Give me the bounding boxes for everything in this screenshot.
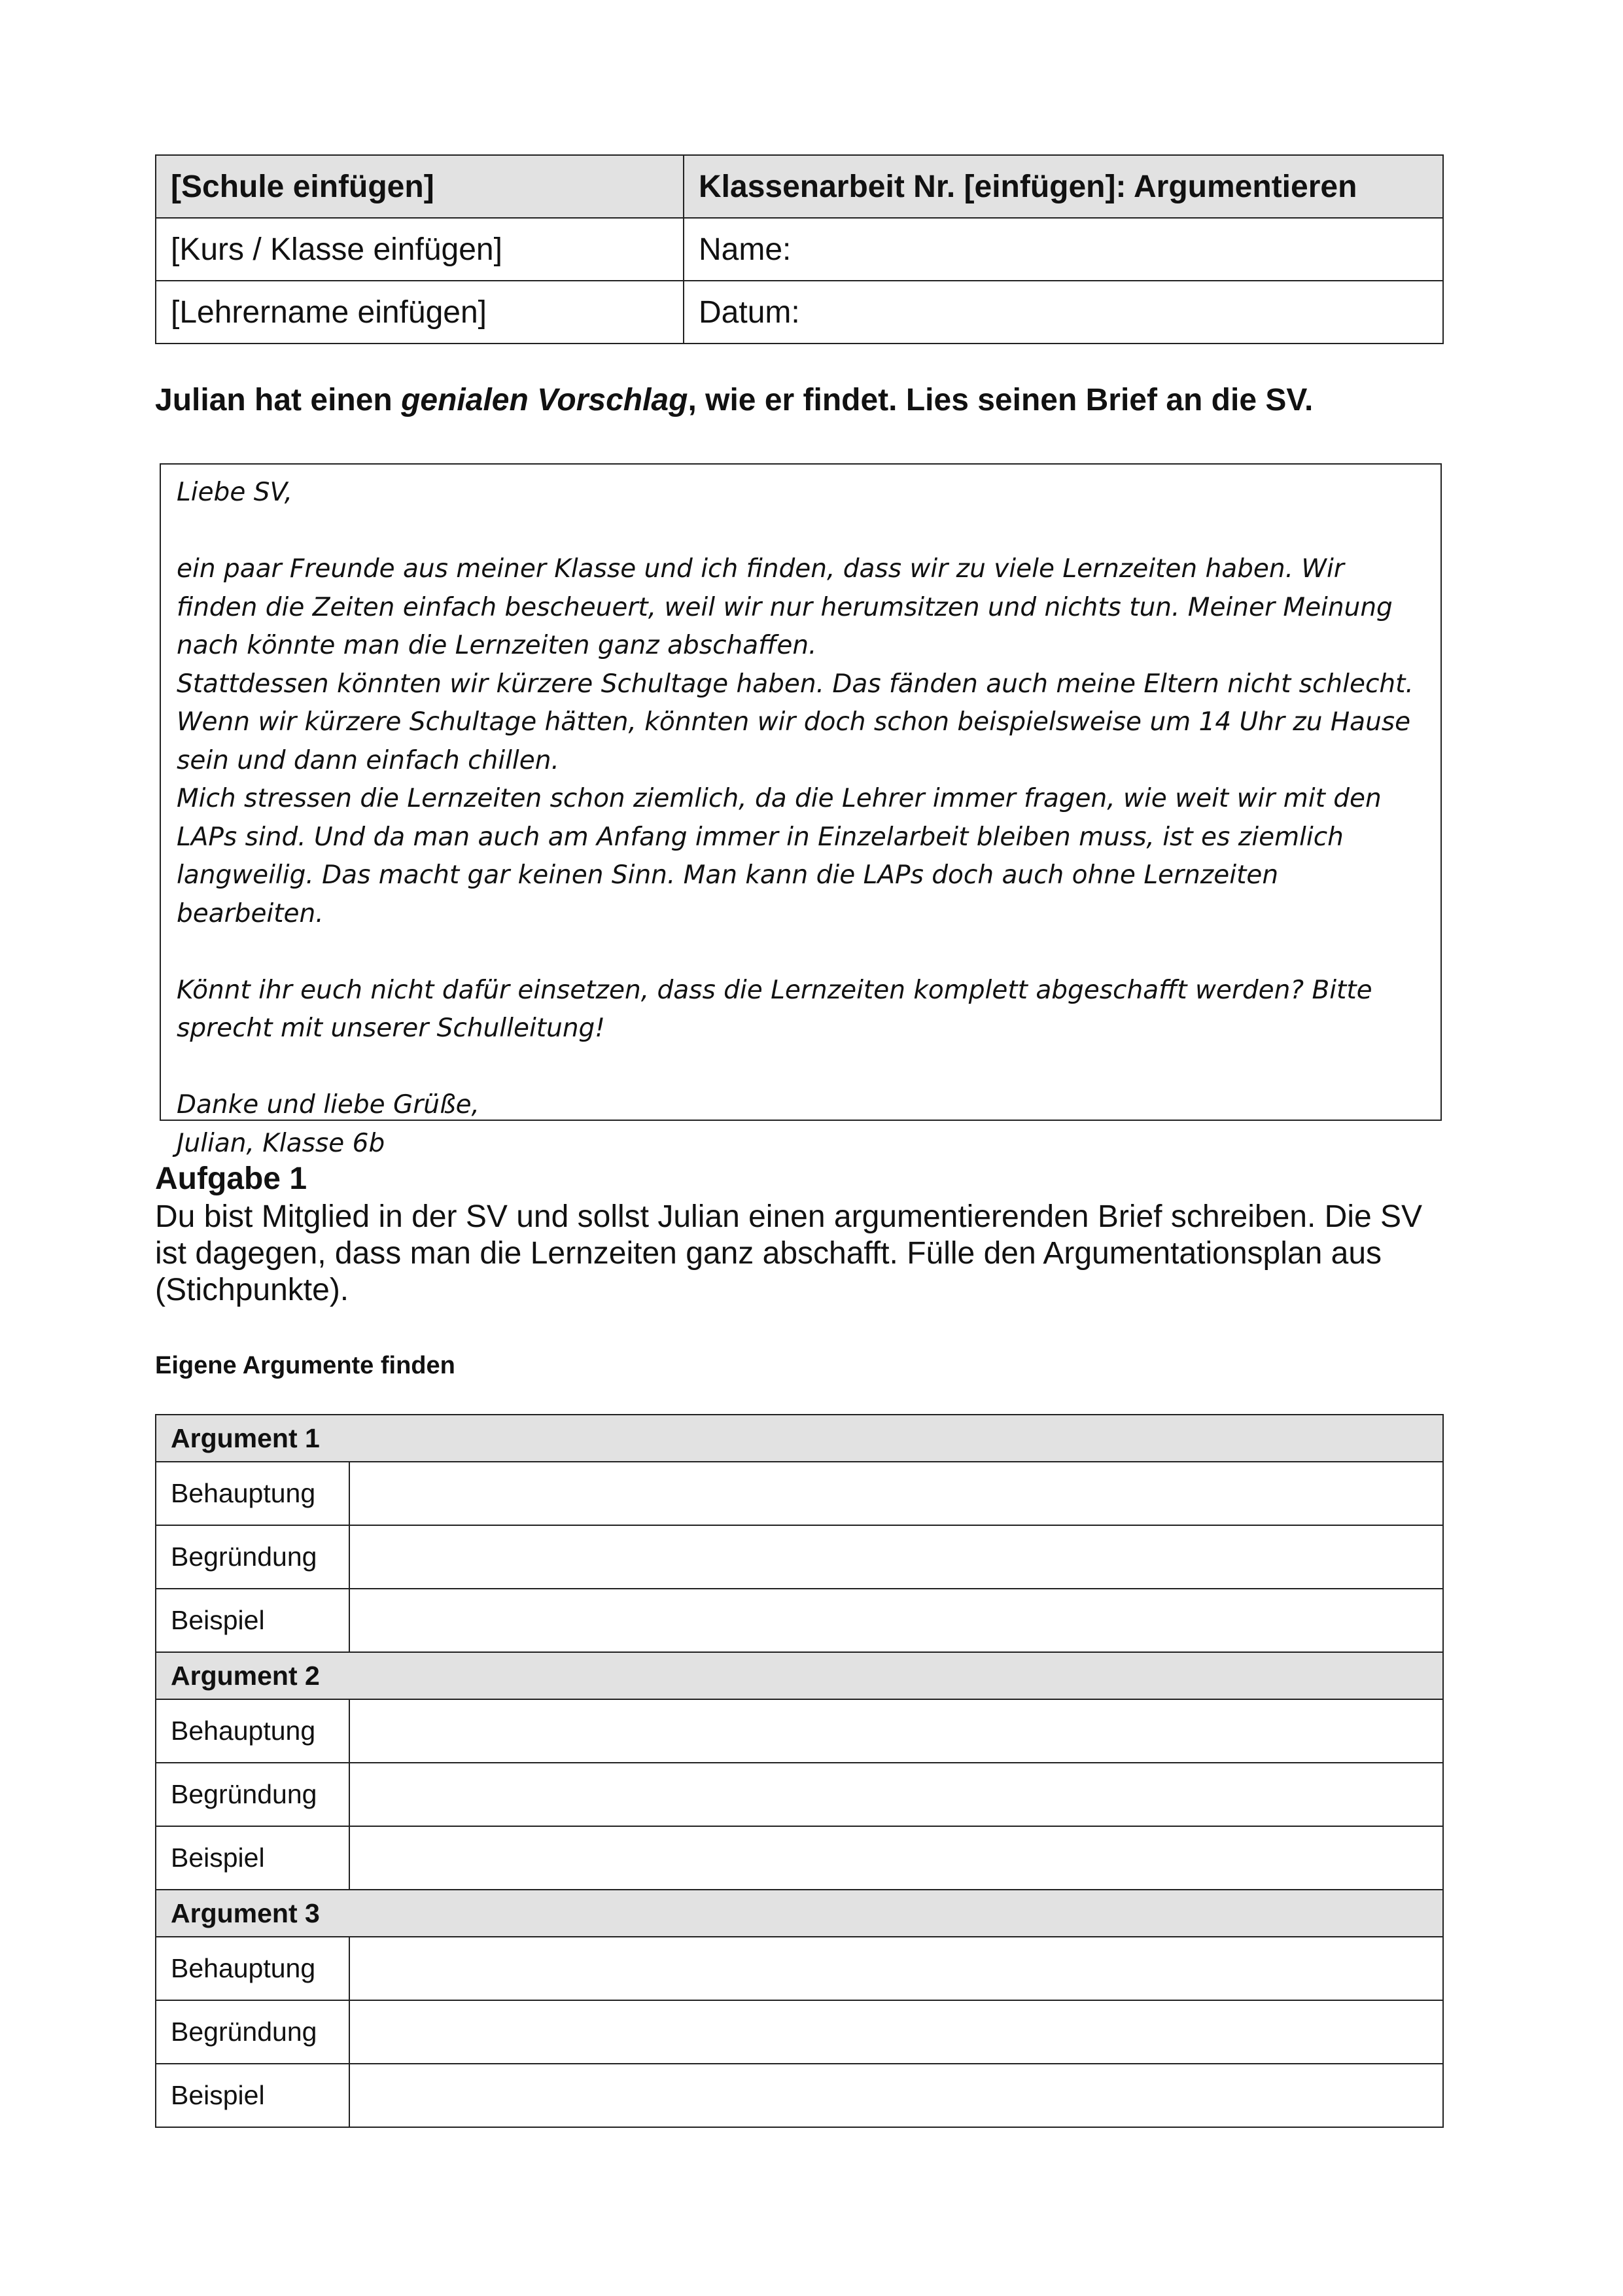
exam-title-cell: Klassenarbeit Nr. [einfügen]: Argumentieren: [684, 155, 1443, 218]
row-label: Begründung: [156, 1525, 349, 1589]
answer-field-begruendung-3[interactable]: [349, 2000, 1443, 2064]
row-label: Behauptung: [156, 1937, 349, 2000]
argument-1-title: Argument 1: [156, 1415, 1443, 1462]
letter-spacer: [177, 1048, 1425, 1087]
argument-3-title: Argument 3: [156, 1890, 1443, 1937]
answer-field-behauptung-3[interactable]: [349, 1937, 1443, 2000]
teacher-cell: [Lehrername einfügen]: [156, 281, 684, 344]
intro-part2: , wie er findet. Lies seinen Brief an die SV.: [688, 383, 1314, 417]
header-table: [155, 154, 1444, 344]
name-cell: Name:: [684, 218, 1443, 281]
row-label: Beispiel: [156, 1826, 349, 1890]
answer-field-behauptung-1[interactable]: [349, 1462, 1443, 1525]
argument-2-title: Argument 2: [156, 1652, 1443, 1699]
letter-paragraph-2: Stattdessen könnten wir kürzere Schultage haben. Das fänden auch meine Eltern nicht schlecht. Wenn wir kürzere Schultage hätten, könnten wir doch schon beispielsweise um 14 Uhr zu Hause sein und dann einfach chillen.: [177, 669, 1414, 775]
school-cell: [Schule einfügen]: [156, 155, 684, 218]
row-label: Behauptung: [156, 1699, 349, 1763]
letter-paragraph-1: ein paar Freunde aus meiner Klasse und ich finden, dass wir zu viele Lernzeiten haben. Wir finden die Zeiten einfach bescheuert, weil wir nur herumsitzen und nichts tun. Meiner Meinung nach könnte man die Lernzeiten ganz abschaffen.: [177, 554, 1393, 660]
answer-field-beispiel-3[interactable]: [349, 2064, 1443, 2127]
letter-paragraph-3: Mich stressen die Lernzeiten schon ziemlich, da die Lehrer immer fragen, wie weit wir mit den LAPs sind. Und da man auch am Anfang immer in Einzelarbeit bleiben muss, ist es ziemlich langweilig. Das macht gar keinen Sinn. Man kann die LAPs doch auch ohne Lernzeiten bearbeiten.: [177, 784, 1382, 928]
intro-emphasis: genialen Vorschlag: [401, 383, 688, 417]
row-label: Beispiel: [156, 1589, 349, 1652]
date-cell: Datum:: [684, 281, 1443, 344]
answer-field-beispiel-2[interactable]: [349, 1826, 1443, 1890]
letter-paragraph-4: Könnt ihr euch nicht dafür einsetzen, dass die Lernzeiten komplett abgeschafft werden? Bitte sprecht mit unserer Schulleitung!: [177, 975, 1372, 1043]
arguments-subtitle: Eigene Argumente finden: [155, 1352, 455, 1379]
answer-field-begruendung-2[interactable]: [349, 1763, 1443, 1826]
row-label: Beispiel: [156, 2064, 349, 2127]
argument-plan-table: [155, 1414, 1444, 2128]
letter-signature: Julian, Klasse 6b: [177, 1128, 385, 1158]
row-label: Behauptung: [156, 1462, 349, 1525]
task-text: Du bist Mitglied in der SV und sollst Julian einen argumentierenden Brief schreiben. Die SV ist dagegen, dass man die Lernzeiten ganz abschafft. Fülle den Argumentationsplan aus (Stichpunkte).: [155, 1199, 1423, 1307]
letter-closing: Danke und liebe Grüße,: [177, 1090, 480, 1120]
row-label: Begründung: [156, 2000, 349, 2064]
letter-spacer: [177, 933, 1425, 972]
row-label: Begründung: [156, 1763, 349, 1826]
answer-field-begruendung-1[interactable]: [349, 1525, 1443, 1589]
answer-field-behauptung-2[interactable]: [349, 1699, 1443, 1763]
letter-box: [160, 463, 1442, 1158]
task-title: Aufgabe 1: [155, 1161, 307, 1196]
answer-field-beispiel-1[interactable]: [349, 1589, 1443, 1652]
course-cell: [Kurs / Klasse einfügen]: [156, 218, 684, 281]
intro-line: [155, 382, 1313, 418]
letter-greeting: Liebe SV,: [177, 478, 293, 507]
letter-spacer: [177, 512, 1425, 551]
intro-part1: Julian hat einen: [155, 383, 402, 417]
